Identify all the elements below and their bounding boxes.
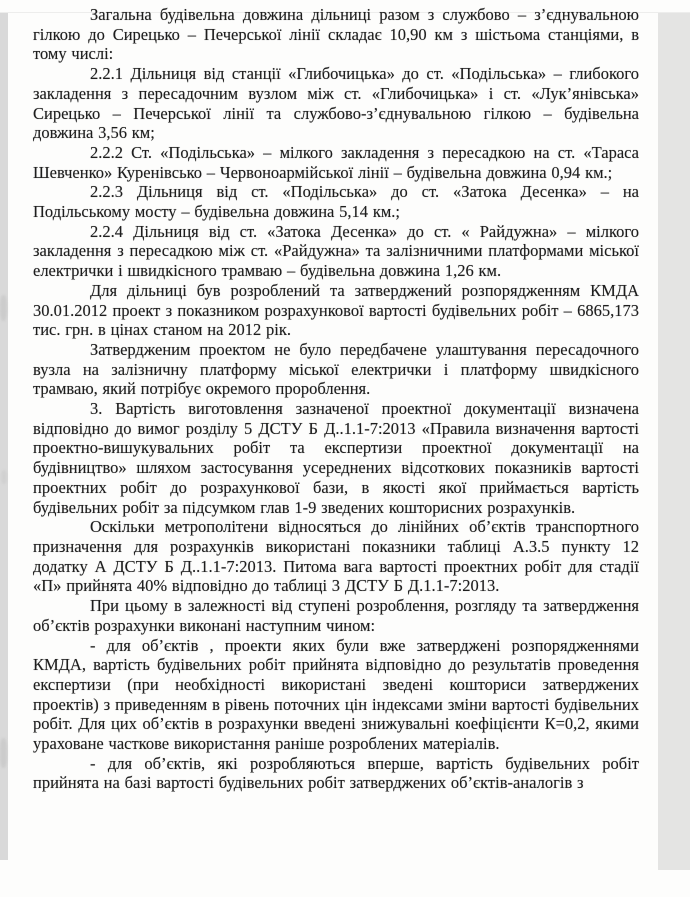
paragraph-section-2-2-4: 2.2.4 Дільниця від ст. «Затока Десенка» до ст. « Райдужна» – мілкого закладення з пересадкою між ст. «Райдужна» та залізничними платформами міської електрички і швидкісного трамваю – будівельна довжина 1,26 км. — [33, 221, 639, 281]
paragraph-item-approved-objects: - для об’єктів , проекти яких були вже затверджені розпорядженнями КМДА, вартість будівельних робіт прийнята відповідно до результатів проведення експертизи (при необхідності використані зведені кошториси затверджених проектів) з приведенням в рівень поточних цін індексами зміни вартості будівельних робіт. Для цих об’єктів в розрахунки введені знижувальні коефіцієнти К=0,2, якими ураховане часткове використання раніше розроблених матеріалів. — [33, 635, 639, 754]
scan-artifact — [0, 738, 7, 768]
paragraph-3-cost-determination: 3. Вартість виготовлення зазначеної проектної документації визначена відповідно до вимог розділу 5 ДСТУ Б Д..1.1-7:2013 «Правила визначення вартості проектно-вишукувальних робіт та експертизи проектної документації на будівництво» шляхом застосування усереднених відсоткових показників вартості проектних робіт до розрахункової бази, в якості якої приймається вартість будівельних робіт за підсумком глав 1-9 зведених кошторисних розрахунків. — [33, 399, 639, 517]
scan-artifact — [0, 295, 7, 321]
paragraph-total-length: Загальна будівельна довжина дільниці разом з службово – з’єднувальною гілкою до Сирецько – Печерської лінії складає 10,90 км з шістьома станціями, в тому числі: — [33, 5, 639, 64]
document-text — [33, 5, 639, 793]
paragraph-approved-project-note: Затвердженим проектом не було передбачене улаштування пересадочного вузла на залізничну платформу міської електрички і платформу швидкісного трамваю, який потрібує окремого пророблення. — [33, 339, 639, 399]
paragraph-section-2-2-2: 2.2.2 Ст. «Подільська» – мілкого закладення з пересадкою на ст. «Тараса Шевченко» Куренівсько – Червоноармійської лінії – будівельна довжина 0,94 км.; — [33, 142, 639, 182]
scan-edge-left — [0, 13, 8, 860]
paragraph-kmda-project-2012: Для дільниці був розроблений та затверджений розпорядженням КМДА 30.01.2012 проект з показником розрахункової вартості будівельних робіт – 6865,173 тис. грн. в цінах станом на 2012 рік. — [33, 280, 639, 340]
paragraph-item-new-objects: - для об’єктів, які розробляються вперше, вартість будівельних робіт прийнята на базі вартості будівельних робіт затверджених об’єктів-аналогів з — [33, 753, 639, 793]
scan-edge-right — [658, 13, 690, 870]
paragraph-metro-linear-objects: Оскільки метрополітени відносяться до лінійних об’єктів транспортного призначення для розрахунків використані показники таблиці А.3.5 пункту 12 додатку А ДСТУ Б Д..1.1-7:2013. Питома вага вартості проектних робіт для стадії «П» прийнята 40% відповідно до таблиці 3 ДСТУ Б Д.1.1-7:2013. — [33, 517, 639, 596]
paragraph-section-2-2-3: 2.2.3 Дільниця від ст. «Подільська» до ст. «Затока Десенка» – на Подільському мосту – будівельна довжина 5,14 км.; — [33, 182, 639, 222]
paragraph-calculation-approach: При цьому в залежності від ступені розроблення, розгляду та затвердження об’єктів розрахунки виконані наступним чином: — [33, 596, 639, 635]
scan-artifact — [1, 470, 7, 484]
paragraph-section-2-2-1: 2.2.1 Дільниця від станції «Глибочицька» до ст. «Подільська» – глибокого закладення з пересадочним вузлом між ст. «Глибочицька» і ст. «Лук’янівська» Сирецько – Печерської лінії та службово-з’єднувальною гілкою – будівельна довжина 3,56 км; — [33, 64, 639, 143]
